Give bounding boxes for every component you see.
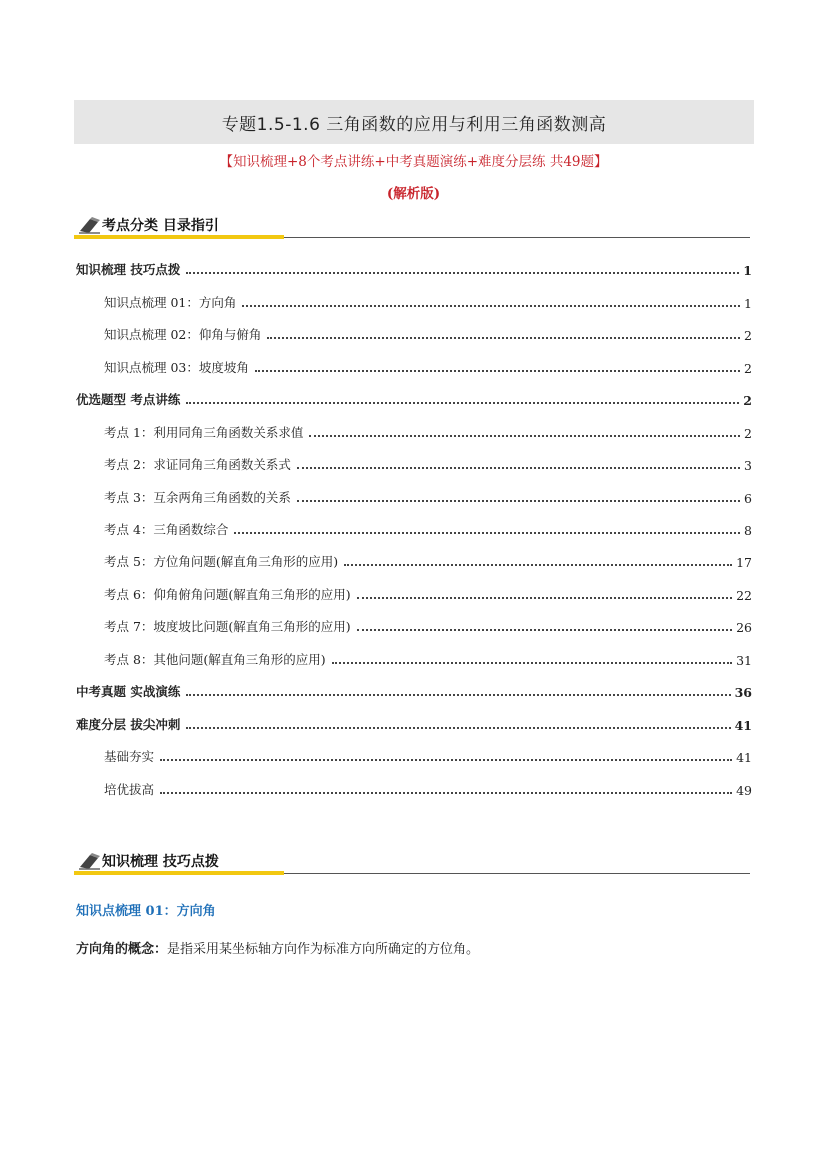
document-subtitle: 【知识梳理+8个考点讲练+中考真题演练+难度分层练 共49题】 (219, 154, 608, 170)
toc-leader-dots (297, 500, 740, 502)
toc-leader-dots (186, 272, 739, 274)
toc-entry-title: 难度分层 拔尖冲刺 (76, 717, 181, 732)
toc-entry-title: 基础夯实 (104, 749, 155, 764)
toc-leader-dots (234, 532, 740, 534)
knowledge-section-header (74, 848, 750, 878)
toc-entry[interactable] (76, 713, 752, 733)
toc-entry[interactable] (104, 745, 752, 765)
toc-leader-dots (297, 467, 740, 469)
document-title-band (74, 100, 754, 144)
toc-entry-title: 中考真题 实战演练 (76, 684, 181, 699)
toc-entry-page: 8 (744, 523, 752, 538)
toc-entry-title: 考点 8：其他问题(解直角三角形的应用) (104, 652, 326, 667)
toc-section-header (74, 212, 750, 242)
toc-entry[interactable] (104, 518, 752, 538)
toc-entry-title: 知识点梳理 01：方向角 (104, 295, 237, 310)
toc-leader-dots (267, 337, 740, 339)
toc-entry-title: 考点 5：方位角问题(解直角三角形的应用) (104, 554, 339, 569)
knowledge-section-label: 知识梳理 技巧点拨 (102, 854, 219, 870)
document-version: (解析版) (386, 186, 441, 202)
toc-entry[interactable] (104, 421, 752, 441)
pencil-note-icon (78, 216, 102, 234)
section-rule (284, 237, 750, 238)
definition-text: 是指采用某坐标轴方向作为标准方向所确定的方位角。 (167, 942, 480, 957)
toc-leader-dots (242, 305, 740, 307)
toc-entry-page: 17 (736, 555, 752, 570)
toc-entry-title: 考点 6：仰角俯角问题(解直角三角形的应用) (104, 587, 351, 602)
toc-leader-dots (160, 759, 732, 761)
toc-leader-dots (186, 402, 739, 404)
toc-entry-title: 培优拔高 (104, 782, 155, 797)
toc-entry-page: 3 (744, 458, 752, 473)
toc-entry-page: 41 (734, 718, 752, 733)
toc-leader-dots (344, 564, 732, 566)
toc-leader-dots (357, 629, 732, 631)
knowledge-point-definition (76, 938, 479, 957)
toc-entry-page: 1 (744, 296, 752, 311)
toc-entry-page: 26 (736, 620, 752, 635)
document-title: 专题1.5-1.6 三角函数的应用与利用三角函数测高 (221, 114, 607, 135)
toc-entry-title: 考点 4：三角函数综合 (104, 522, 229, 537)
definition-term: 方向角的概念： (76, 942, 168, 957)
pencil-note-icon (78, 852, 102, 870)
toc-leader-dots (160, 792, 732, 794)
toc-entry-page: 6 (744, 491, 752, 506)
toc-entry[interactable] (104, 453, 752, 473)
toc-entry[interactable] (104, 323, 752, 343)
toc-entry-page: 2 (743, 393, 752, 408)
toc-entry-page: 31 (736, 653, 752, 668)
toc-entry[interactable] (76, 258, 752, 278)
toc-leader-dots (255, 370, 740, 372)
toc-entry-page: 2 (744, 361, 752, 376)
toc-entry[interactable] (104, 615, 752, 635)
toc-entry-page: 41 (736, 750, 752, 765)
toc-entry-page: 2 (744, 328, 752, 343)
toc-entry-title: 考点 2：求证同角三角函数关系式 (104, 457, 291, 472)
toc-leader-dots (186, 727, 730, 729)
toc-entry-page: 22 (736, 588, 752, 603)
section-accent-bar (74, 871, 284, 875)
toc-entry-title: 优选题型 考点讲练 (76, 392, 181, 407)
toc-entry-title: 考点 3：互余两角三角函数的关系 (104, 490, 291, 505)
toc-leader-dots (357, 597, 732, 599)
toc-entry[interactable] (76, 388, 752, 408)
toc-entry-page: 36 (734, 685, 752, 700)
toc-entry[interactable] (104, 778, 752, 798)
toc-entry[interactable] (104, 550, 752, 570)
toc-entry[interactable] (104, 583, 752, 603)
knowledge-point-title: 知识点梳理 01：方向角 (76, 904, 216, 919)
toc-entry[interactable] (76, 680, 752, 700)
toc-entry-title: 考点 7：坡度坡比问题(解直角三角形的应用) (104, 619, 351, 634)
toc-section-label: 考点分类 目录指引 (102, 218, 219, 234)
toc-entry[interactable] (104, 648, 752, 668)
toc-entry-title: 知识点梳理 03：坡度坡角 (104, 360, 249, 375)
toc-entry-page: 1 (743, 263, 752, 278)
toc-entry-page: 49 (736, 783, 752, 798)
toc-entry[interactable] (104, 291, 752, 311)
toc-entry-title: 知识梳理 技巧点拨 (76, 262, 181, 277)
toc-entry[interactable] (104, 486, 752, 506)
section-rule (284, 873, 750, 874)
toc-entry[interactable] (104, 356, 752, 376)
toc-leader-dots (309, 435, 740, 437)
toc-entry-title: 知识点梳理 02：仰角与俯角 (104, 327, 262, 342)
section-accent-bar (74, 235, 284, 239)
toc-entry-title: 考点 1：利用同角三角函数关系求值 (104, 425, 304, 440)
toc-leader-dots (332, 662, 732, 664)
toc-entry-page: 2 (744, 426, 752, 441)
toc-leader-dots (186, 694, 730, 696)
